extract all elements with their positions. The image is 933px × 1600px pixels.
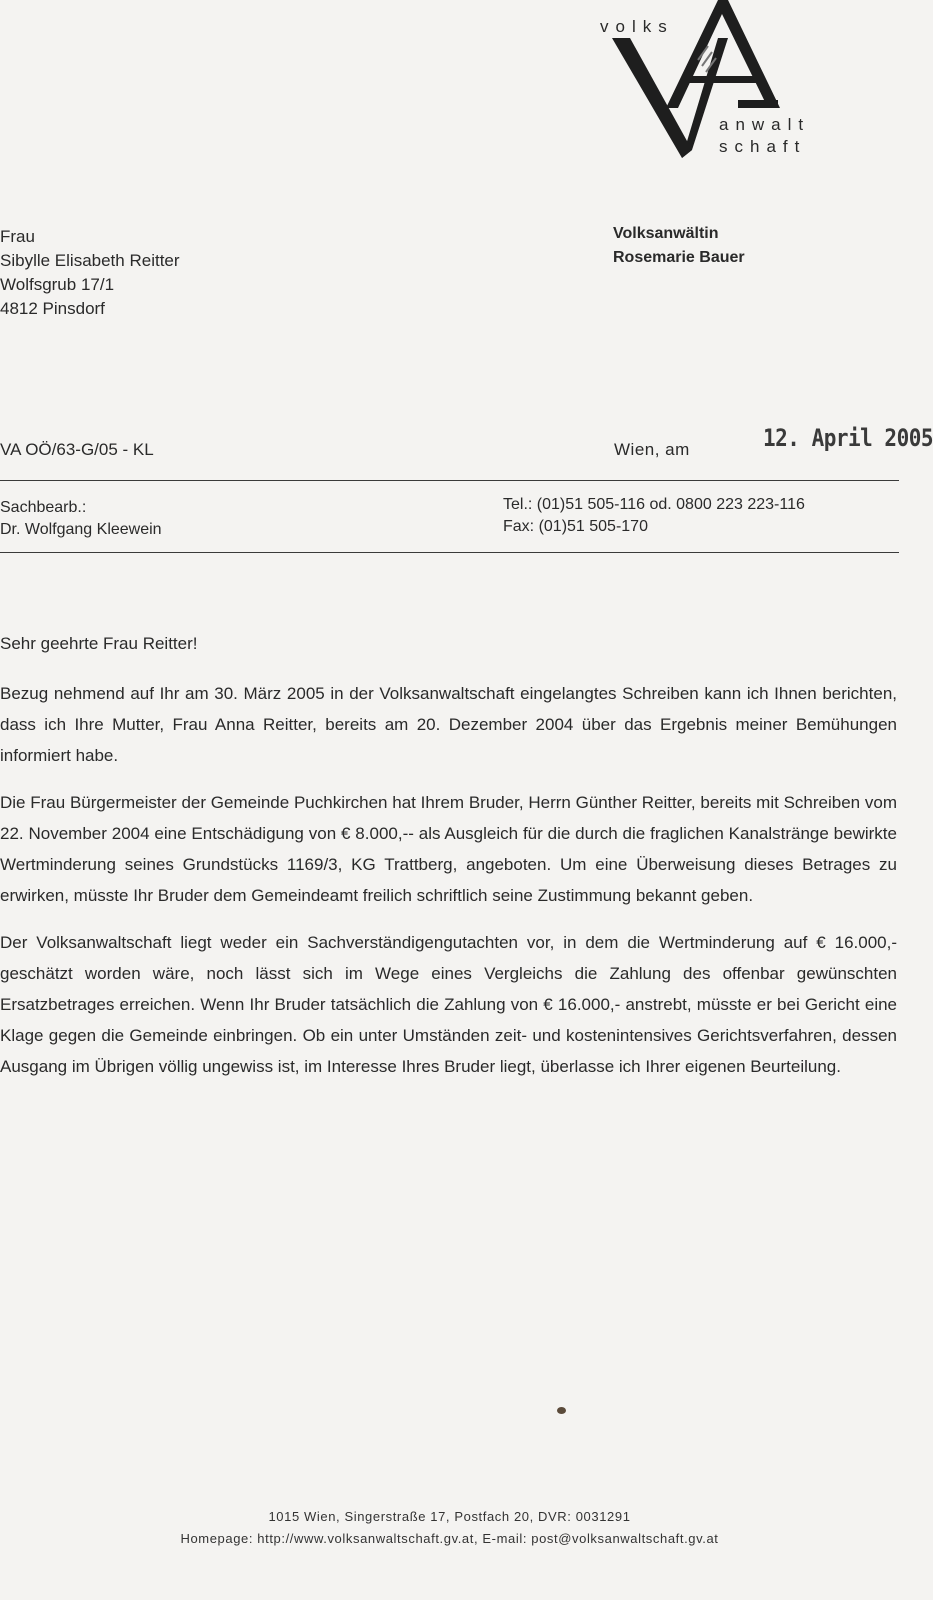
recipient-address: [0, 225, 180, 321]
date-stamp: 12. April 2005: [763, 424, 933, 452]
clerk-name: Dr. Wolfgang Kleewein: [0, 521, 162, 538]
official-block: [613, 222, 745, 270]
clerk-block: [0, 497, 162, 541]
recipient-city: 4812 Pinsdorf: [0, 299, 105, 318]
volksanwaltschaft-logo: [600, 0, 820, 165]
letter-paragraph: Die Frau Bürgermeister der Gemeinde Puchkirchen hat Ihrem Bruder, Herrn Günther Reitter, bereits mit Schreiben vom 22. November 2004 eine Entschädigung von € 8.000,-- als Ausgleich für die durch die fraglichen Kanalstränge bewirkte Wertminderung seines Grundstücks 1169/3, KG Trattberg, angeboten. Um eine Überweisung dieses Betrages zu erwirken, müsste Ihr Bruder dem Gemeindeamt freilich schriftlich seine Zustimmung bekannt geben.: [0, 793, 897, 905]
contact-fax: Fax: (01)51 505-170: [503, 518, 648, 535]
header-divider-bottom: [0, 552, 899, 553]
letter-paragraph: Der Volksanwaltschaft liegt weder ein Sachverständigengutachten vor, in dem die Wertminderung auf € 16.000,- geschätzt worden wäre, noch lässt sich im Wege eines Vergleichs die Zahlung des offenbar gewünschten Ersatzbetrages erreichen. Wenn Ihr Bruder tatsächlich die Zahlung von € 16.000,- anstrebt, müsste er bei Gericht eine Klage gegen die Gemeinde einbringen. Ob ein unter Umständen zeit- und kostenintensives Gerichtsverfahren, dessen Ausgang im Übrigen völlig ungewiss ist, im Interesse Ihres Bruder liegt, überlasse ich Ihrer eigenen Beurteilung.: [0, 933, 897, 1076]
letter-salutation: Sehr geehrte Frau Reitter!: [0, 634, 198, 653]
place-label: Wien, am: [614, 440, 690, 459]
recipient-salutation: Frau: [0, 227, 35, 246]
logo-word-anwalt: anwalt: [719, 115, 811, 134]
ink-spot: [557, 1407, 566, 1414]
recipient-street: Wolfsgrub 17/1: [0, 275, 115, 294]
footer-address: 1015 Wien, Singerstraße 17, Postfach 20, DVR: 0031291: [268, 1509, 631, 1524]
contact-block: [503, 494, 805, 538]
letter-body: [0, 628, 897, 1098]
official-title: Volksanwältin: [613, 225, 719, 242]
reference-number: VA OÖ/63-G/05 - KL: [0, 440, 154, 459]
letter-paragraph: Bezug nehmend auf Ihr am 30. März 2005 in der Volksanwaltschaft eingelangtes Schreiben kann ich Ihnen berichten, dass ich Ihre Mutter, Frau Anna Reitter, bereits am 20. Dezember 2004 über das Ergebnis meiner Bemühungen informiert habe.: [0, 684, 897, 765]
clerk-label: Sachbearb.:: [0, 499, 87, 516]
logo-word-volks: volks: [600, 17, 674, 36]
footer-web: Homepage: http://www.volksanwaltschaft.gv.at, E-mail: post@volksanwaltschaft.gv.at: [180, 1531, 719, 1546]
official-name: Rosemarie Bauer: [613, 249, 745, 266]
logo-word-schaft: schaft: [719, 137, 807, 156]
contact-tel: Tel.: (01)51 505-116 od. 0800 223 223-116: [503, 496, 805, 513]
recipient-name: Sibylle Elisabeth Reitter: [0, 251, 180, 270]
header-divider-top: [0, 480, 899, 481]
